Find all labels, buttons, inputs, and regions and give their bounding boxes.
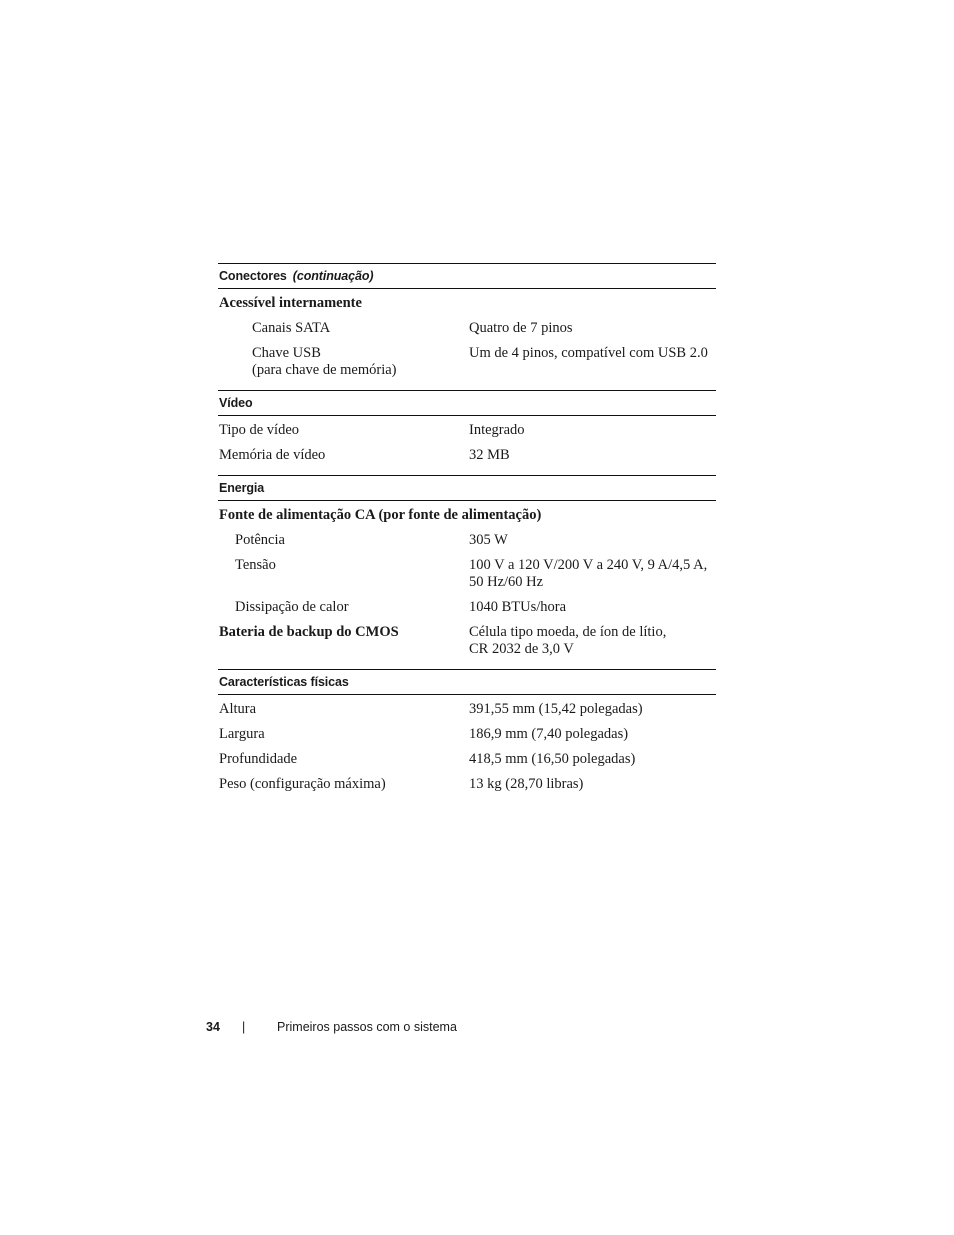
section-body-fisicas xyxy=(218,695,716,804)
spec-value: 305 W xyxy=(469,532,508,548)
spec-label: Bateria de backup do CMOS xyxy=(219,624,399,640)
spec-label xyxy=(218,345,469,379)
spec-value: Um de 4 pinos, compatível com USB 2.0 xyxy=(469,345,708,361)
section-header-video xyxy=(218,390,716,416)
spec-row-battery xyxy=(218,620,716,662)
spec-row xyxy=(218,443,716,468)
spec-label-line: Chave USB xyxy=(252,345,321,361)
spec-label: Memória de vídeo xyxy=(219,447,326,463)
spec-row xyxy=(218,772,716,797)
spec-row xyxy=(218,722,716,747)
continuation-label: (continuação) xyxy=(292,269,374,283)
chapter-title: Primeiros passos com o sistema xyxy=(277,1020,457,1034)
spec-label: Peso (configuração máxima) xyxy=(219,776,386,792)
spec-value: 391,55 mm (15,42 polegadas) xyxy=(469,701,643,717)
section-body-video xyxy=(218,416,716,475)
subheading: Fonte de alimentação CA (por fonte de alimentação) xyxy=(219,507,542,523)
subheading-row xyxy=(218,503,716,528)
spec-label: Profundidade xyxy=(219,751,298,767)
spec-value: Integrado xyxy=(469,422,525,438)
section-title: Energia xyxy=(219,481,265,495)
spec-value: 32 MB xyxy=(469,447,510,463)
section-title: Vídeo xyxy=(219,396,253,410)
page-number: 34 xyxy=(206,1020,220,1034)
spec-value: 1040 BTUs/hora xyxy=(469,599,567,615)
subheading: Acessível internamente xyxy=(219,295,362,311)
spec-value: 13 kg (28,70 libras) xyxy=(469,776,584,792)
section-body-energia xyxy=(218,501,716,669)
spec-value xyxy=(469,624,716,658)
spec-row xyxy=(218,697,716,722)
spec-row xyxy=(218,553,716,595)
spec-value-line: 50 Hz/60 Hz xyxy=(469,574,544,590)
section-title: Características físicas xyxy=(219,675,349,689)
section-header-conectores xyxy=(218,263,716,289)
spec-value: 418,5 mm (16,50 polegadas) xyxy=(469,751,636,767)
spec-label-line: (para chave de memória) xyxy=(252,362,397,378)
spec-label: Potência xyxy=(235,532,285,548)
subheading-row xyxy=(218,291,716,316)
spec-value-line: CR 2032 de 3,0 V xyxy=(469,641,574,657)
section-body-conectores xyxy=(218,289,716,390)
spec-row xyxy=(218,528,716,553)
spec-value: 186,9 mm (7,40 polegadas) xyxy=(469,726,629,742)
spec-value xyxy=(469,557,716,591)
spec-value-line: Célula tipo moeda, de íon de lítio, xyxy=(469,624,667,640)
section-header-fisicas xyxy=(218,669,716,695)
spec-value: Quatro de 7 pinos xyxy=(469,320,573,336)
spec-label: Tipo de vídeo xyxy=(219,422,300,438)
spec-row xyxy=(218,747,716,772)
spec-row xyxy=(218,418,716,443)
spec-label: Tensão xyxy=(235,557,276,573)
spec-label: Largura xyxy=(219,726,265,742)
section-header-energia xyxy=(218,475,716,501)
spec-row xyxy=(218,341,716,383)
section-title: Conectores xyxy=(219,269,287,283)
footer-separator: | xyxy=(242,1020,246,1034)
spec-value-line: 100 V a 120 V/200 V a 240 V, 9 A/4,5 A, xyxy=(469,557,708,573)
spec-table xyxy=(218,263,716,804)
spec-row xyxy=(218,595,716,620)
spec-row xyxy=(218,316,716,341)
spec-label: Dissipação de calor xyxy=(235,599,349,615)
spec-label: Canais SATA xyxy=(252,320,331,336)
spec-label: Altura xyxy=(219,701,257,717)
page-footer xyxy=(206,1019,457,1035)
